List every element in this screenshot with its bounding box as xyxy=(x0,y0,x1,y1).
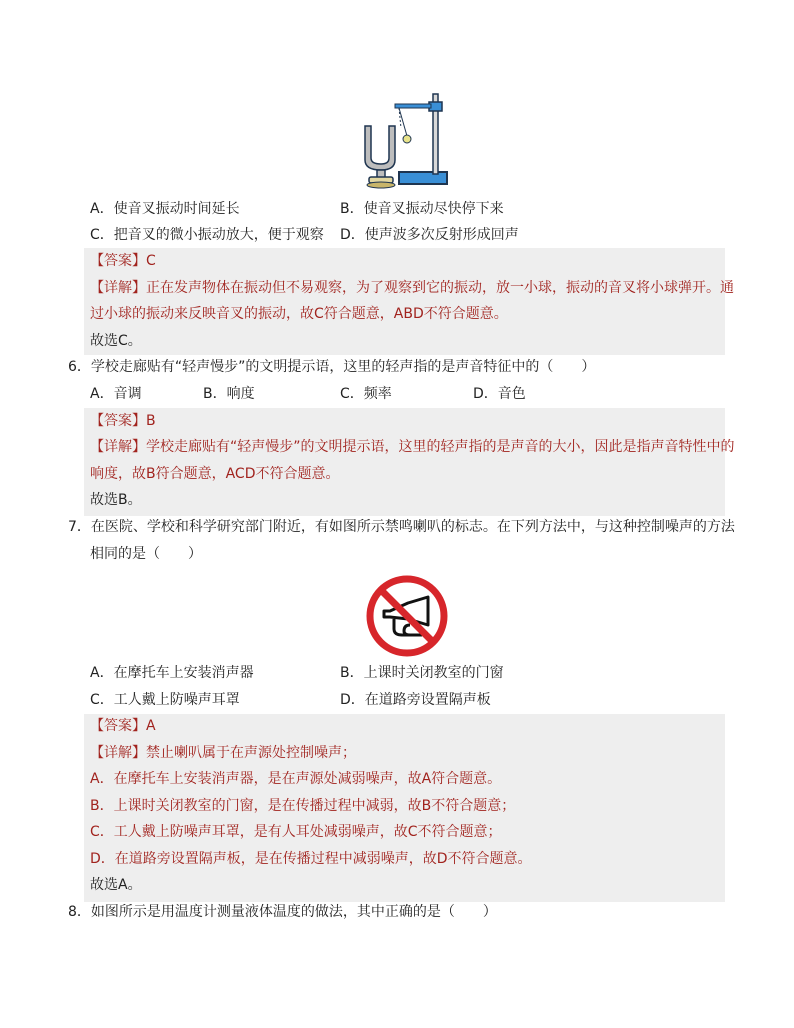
q5-option-c: C．把音叉的微小振动放大，便于观察 xyxy=(90,227,324,243)
q5-option-b: B．使音叉振动尽快停下来 xyxy=(340,201,504,217)
no-honking-sign-icon xyxy=(364,573,450,659)
q7-option-b: B．上课时关闭教室的门窗 xyxy=(340,665,504,681)
q6-answer-box xyxy=(84,408,725,516)
q5-detail-label: 【详解】 xyxy=(90,280,146,296)
q5-option-a: A．使音叉振动时间延长 xyxy=(90,201,240,217)
q5-conclusion: 故选C。 xyxy=(90,333,142,349)
q6-answer-label: 【答案】 xyxy=(90,413,146,429)
q7-detail-a: A．在摩托车上安装消声器，是在声源处减弱噪声，故A符合题意。 xyxy=(90,771,502,787)
q7-stem-line1: 7．在医院、学校和科学研究部门附近，有如图所示禁鸣喇叭的标志。在下列方法中，与这种控制噪声的方法 xyxy=(68,519,735,535)
q8-stem: 8．如图所示是用温度计测量液体温度的做法，其中正确的是（ ） xyxy=(68,904,497,920)
q7-answer-label: 【答案】 xyxy=(90,718,146,734)
q5-detail-line1 xyxy=(90,278,734,298)
q6-detail-text1: 学校走廊贴有“轻声慢步”的文明提示语，这里的轻声指的是声音的大小，因此是指声音特性中的 xyxy=(146,439,735,455)
q7-answer-value: A xyxy=(146,718,156,734)
q7-detail-b: B．上课时关闭教室的门窗，是在传播过程中减弱，故B不符合题意； xyxy=(90,798,516,814)
q7-conclusion: 故选A。 xyxy=(90,877,142,893)
q6-detail-line2: 响度，故B符合题意，ACD不符合题意。 xyxy=(90,466,340,482)
q7-stem-line2: 相同的是（ ） xyxy=(90,546,202,562)
q7-option-a: A．在摩托车上安装消声器 xyxy=(90,665,254,681)
q6-stem: 6．学校走廊贴有“轻声慢步”的文明提示语，这里的轻声指的是声音特征中的（ ） xyxy=(68,359,596,375)
q5-detail-line2: 过小球的振动来反映音叉的振动，故C符合题意，ABD不符合题意。 xyxy=(90,306,508,322)
q7-detail-text1: 禁止喇叭属于在声源处控制噪声； xyxy=(146,745,356,761)
q7-detail-line1 xyxy=(90,743,356,763)
q7-answer-line xyxy=(90,716,156,736)
q6-detail-label: 【详解】 xyxy=(90,439,146,455)
q5-answer-box xyxy=(84,248,725,355)
q6-detail-line1 xyxy=(90,437,735,457)
q6-answer-value: B xyxy=(146,413,156,429)
tuning-fork-with-ball-icon xyxy=(355,88,450,190)
q6-answer-line xyxy=(90,411,156,431)
q7-detail-d: D．在道路旁设置隔声板，是在传播过程中减弱噪声，故D不符合题意。 xyxy=(90,851,532,867)
q7-detail-label: 【详解】 xyxy=(90,745,146,761)
q7-option-c: C．工人戴上防噪声耳罩 xyxy=(90,692,240,708)
q5-answer-line xyxy=(90,251,156,271)
q5-detail-text1: 正在发声物体在振动但不易观察，为了观察到它的振动，放一小球，振动的音叉将小球弹开。通 xyxy=(146,280,734,296)
q5-answer-value: C xyxy=(146,253,156,269)
q7-option-d: D．在道路旁设置隔声板 xyxy=(340,692,491,708)
q6-conclusion: 故选B。 xyxy=(90,492,142,508)
q6-option-c: C．频率 xyxy=(340,386,392,402)
q6-option-b: B．响度 xyxy=(203,386,255,402)
q6-option-d: D．音色 xyxy=(473,386,526,402)
q5-option-d: D．使声波多次反射形成回声 xyxy=(340,227,519,243)
q7-detail-c: C．工人戴上防噪声耳罩，是有人耳处减弱噪声，故C不符合题意； xyxy=(90,824,502,840)
q6-option-a: A．音调 xyxy=(90,386,142,402)
q5-answer-label: 【答案】 xyxy=(90,253,146,269)
